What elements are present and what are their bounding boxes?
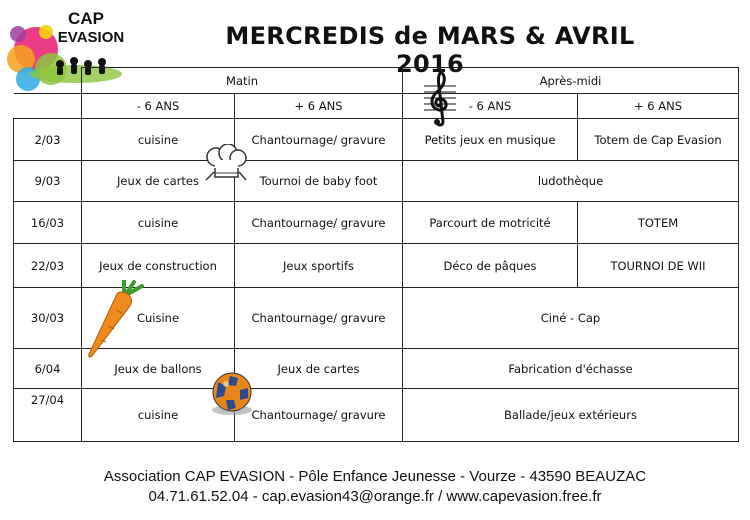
row-date: 2/03 — [14, 119, 82, 161]
header-row-ages — [14, 94, 739, 119]
cell-morning-over6: Jeux de cartes — [235, 349, 403, 389]
schedule-table — [13, 67, 739, 442]
corner-cell-2 — [14, 94, 82, 119]
cell-afternoon-over6: TOTEM — [578, 202, 739, 244]
cell-morning-under6: Jeux de construction — [82, 244, 235, 288]
header-afternoon: Après-midi — [403, 68, 739, 94]
carrot-icon — [86, 280, 146, 364]
cell-morning-under6: cuisine — [82, 119, 235, 161]
cell-afternoon-under6: Parcourt de motricité — [403, 202, 578, 244]
footer-contact: 04.71.61.52.04 - cap.evasion43@orange.fr / www.capevasion.free.fr — [148, 488, 602, 505]
logo-text-evasion: EVASION — [57, 29, 125, 46]
page-title: MERCREDIS de MARS & AVRIL 2016 — [225, 22, 635, 78]
row-date: 27/04 — [14, 389, 82, 442]
row-date: 6/04 — [14, 349, 82, 389]
row-date: 16/03 — [14, 202, 82, 244]
header-morning: Matin — [82, 68, 403, 94]
logo-text-cap: CAP — [68, 9, 104, 28]
cell-morning-under6: cuisine — [82, 202, 235, 244]
header-afternoon-over6: + 6 ANS — [578, 94, 739, 119]
ball-icon — [206, 370, 256, 420]
cell-morning-over6: Chantournage/ gravure — [235, 119, 403, 161]
row-date: 30/03 — [14, 288, 82, 349]
cell-afternoon-over6: TOURNOI DE WII — [578, 244, 739, 288]
cell-morning-under6: Jeux de ballons — [82, 349, 235, 389]
row-date: 9/03 — [14, 161, 82, 202]
table-row — [14, 202, 739, 244]
cell-afternoon-under6: Déco de pâques — [403, 244, 578, 288]
corner-cell — [14, 68, 82, 94]
chef-hat-icon — [202, 144, 250, 188]
header-afternoon-under6: - 6 ANS — [403, 94, 578, 119]
cell-afternoon-all: Ballade/jeux extérieurs — [403, 389, 739, 442]
cell-morning-under6: cuisine — [82, 389, 235, 442]
footer-address: Association CAP EVASION - Pôle Enfance Jeunesse - Vourze - 43590 BEAUZAC — [103, 468, 647, 485]
header-row-periods — [14, 68, 739, 94]
cell-afternoon-over6: Totem de Cap Evasion — [578, 119, 739, 161]
cell-morning-over6: Tournoi de baby foot — [235, 161, 403, 202]
row-date: 22/03 — [14, 244, 82, 288]
header-morning-under6: - 6 ANS — [82, 94, 235, 119]
table-row — [14, 389, 739, 442]
treble-clef-icon — [422, 68, 458, 132]
cell-morning-under6: Cuisine — [82, 288, 235, 349]
cell-afternoon-all: Fabrication d'échasse — [403, 349, 739, 389]
header-morning-over6: + 6 ANS — [235, 94, 403, 119]
cell-afternoon-all: Ciné - Cap — [403, 288, 739, 349]
cell-morning-over6: Chantournage/ gravure — [235, 288, 403, 349]
cell-morning-over6: Chantournage/ gravure — [235, 202, 403, 244]
cell-morning-over6: Chantournage/ gravure — [235, 389, 403, 442]
table-row — [14, 161, 739, 202]
cell-morning-under6: Jeux de cartes — [82, 161, 235, 202]
cell-morning-over6: Jeux sportifs — [235, 244, 403, 288]
cell-afternoon-under6: Petits jeux en musique — [403, 119, 578, 161]
table-row — [14, 119, 739, 161]
cell-afternoon-all: ludothèque — [403, 161, 739, 202]
